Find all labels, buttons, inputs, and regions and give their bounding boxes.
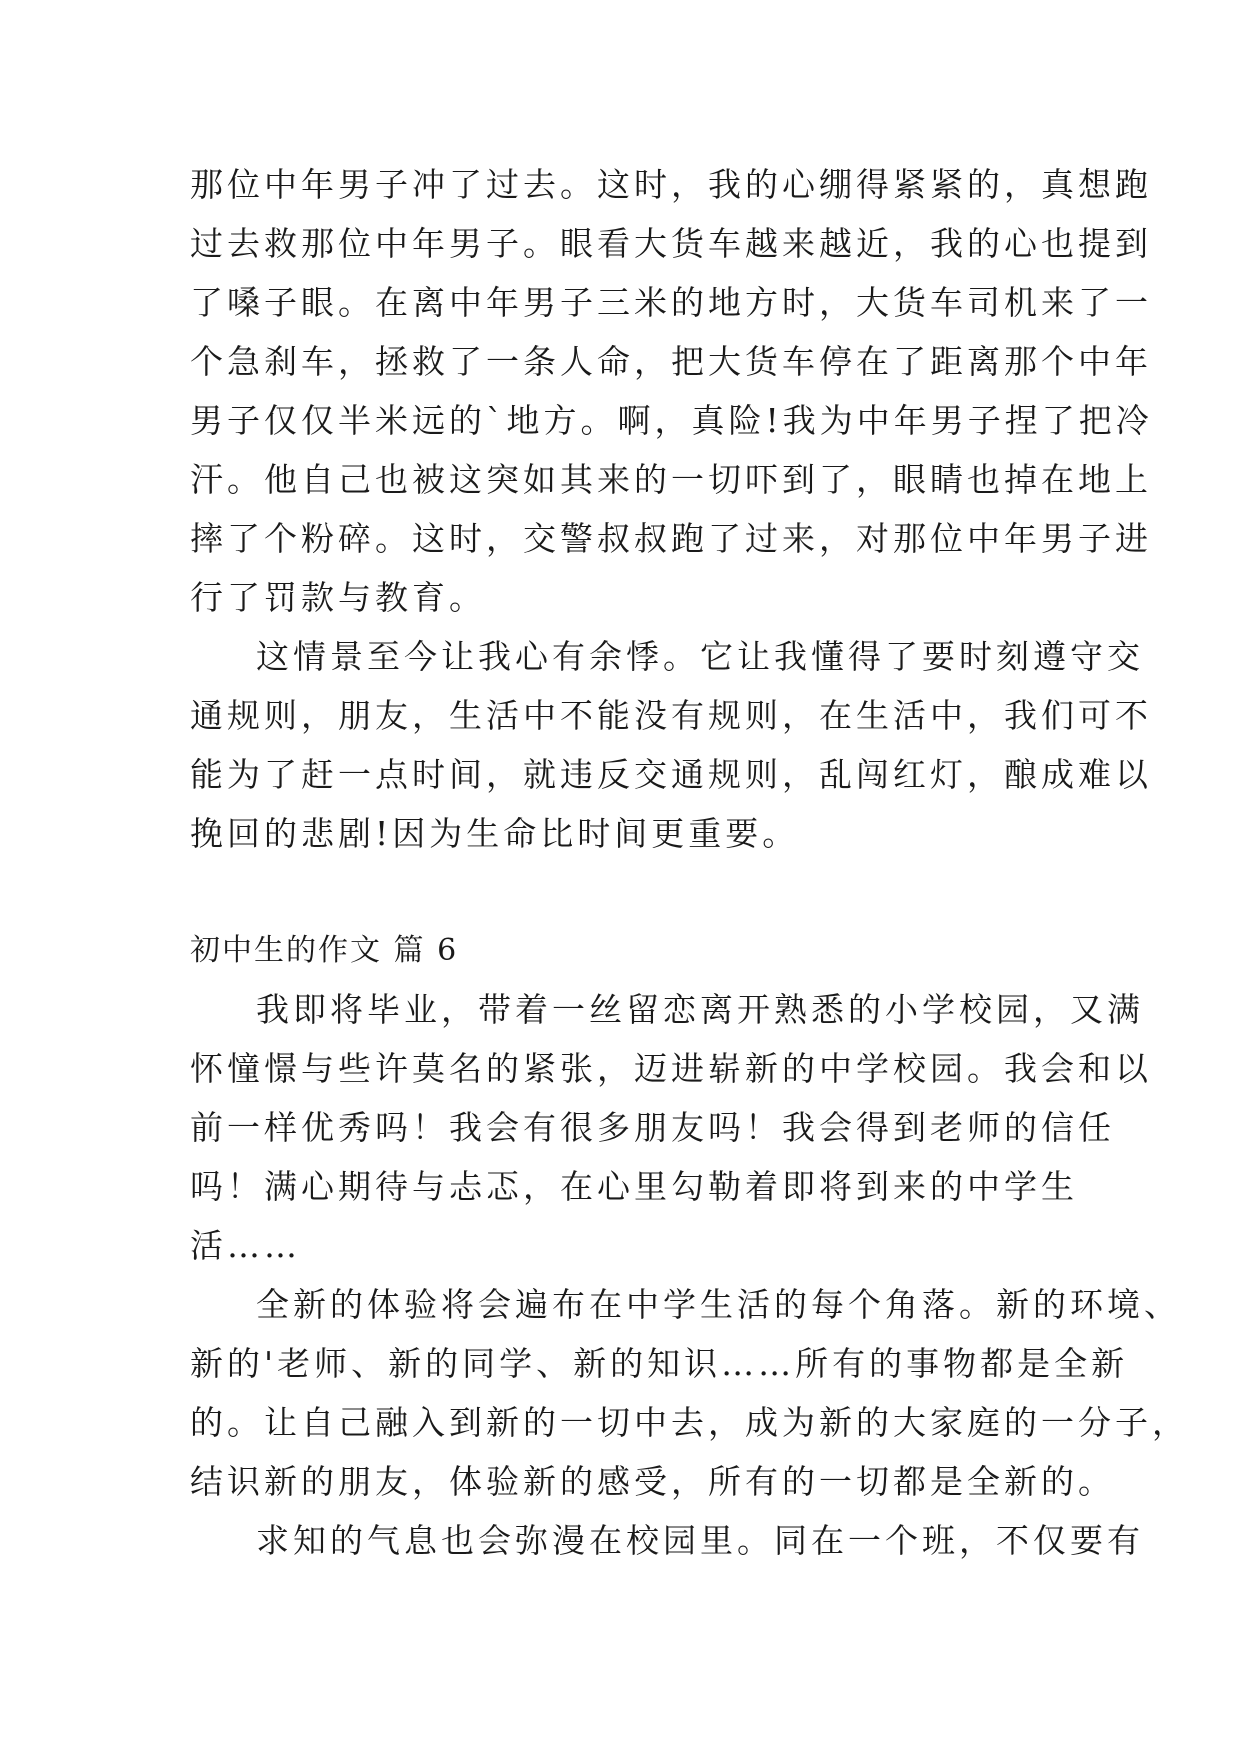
text-line: 我即将毕业，带着一丝留恋离开熟悉的小学校园，又满: [256, 990, 1144, 1029]
text-line: 前一样优秀吗！我会有很多朋友吗！我会得到老师的信任: [190, 1108, 1115, 1147]
text-line: 求知的气息也会弥漫在校园里。同在一个班，不仅要有: [256, 1521, 1144, 1560]
text-line: 那位中年男子冲了过去。这时，我的心绷得紧紧的，真想跑: [190, 165, 1152, 204]
text-line: 全新的体验将会遍布在中学生活的每个角落。新的环境、: [256, 1285, 1181, 1324]
text-line: 摔了个粉碎。这时，交警叔叔跑了过来，对那位中年男子进: [190, 519, 1152, 558]
text-line: 个急刹车，拯救了一条人命，把大货车停在了距离那个中年: [190, 342, 1152, 381]
text-line: 的。让自己融入到新的一切中去，成为新的大家庭的一分子，: [190, 1403, 1189, 1442]
section-heading: 初中生的作文 篇 6: [190, 933, 459, 968]
text-line: 吗！满心期待与忐忑，在心里勾勒着即将到来的中学生: [190, 1167, 1078, 1206]
text-line: 新的'老师、新的同学、新的知识……所有的事物都是全新: [190, 1344, 1129, 1383]
text-line: 了嗓子眼。在离中年男子三米的地方时，大货车司机来了一: [190, 283, 1152, 322]
text-line: 汗。他自己也被这突如其来的一切吓到了，眼睛也掉在地上: [190, 460, 1152, 499]
text-line: 过去救那位中年男子。眼看大货车越来越近，我的心也提到: [190, 224, 1152, 263]
text-line: 能为了赶一点时间，就违反交通规则，乱闯红灯，酿成难以: [190, 755, 1152, 794]
text-line: 这情景至今让我心有余悸。它让我懂得了要时刻遵守交: [256, 637, 1144, 676]
text-line: 男子仅仅半米远的`地方。啊，真险!我为中年男子捏了把冷: [190, 401, 1153, 440]
text-line: 通规则，朋友，生活中不能没有规则，在生活中，我们可不: [190, 696, 1152, 735]
text-line: 活……: [190, 1226, 301, 1265]
text-line: 挽回的悲剧!因为生命比时间更重要。: [190, 814, 800, 853]
text-line: 怀憧憬与些许莫名的紧张，迈进崭新的中学校园。我会和以: [190, 1049, 1152, 1088]
text-line: 结识新的朋友，体验新的感受，所有的一切都是全新的。: [190, 1462, 1115, 1501]
text-line: 行了罚款与教育。: [190, 578, 486, 617]
